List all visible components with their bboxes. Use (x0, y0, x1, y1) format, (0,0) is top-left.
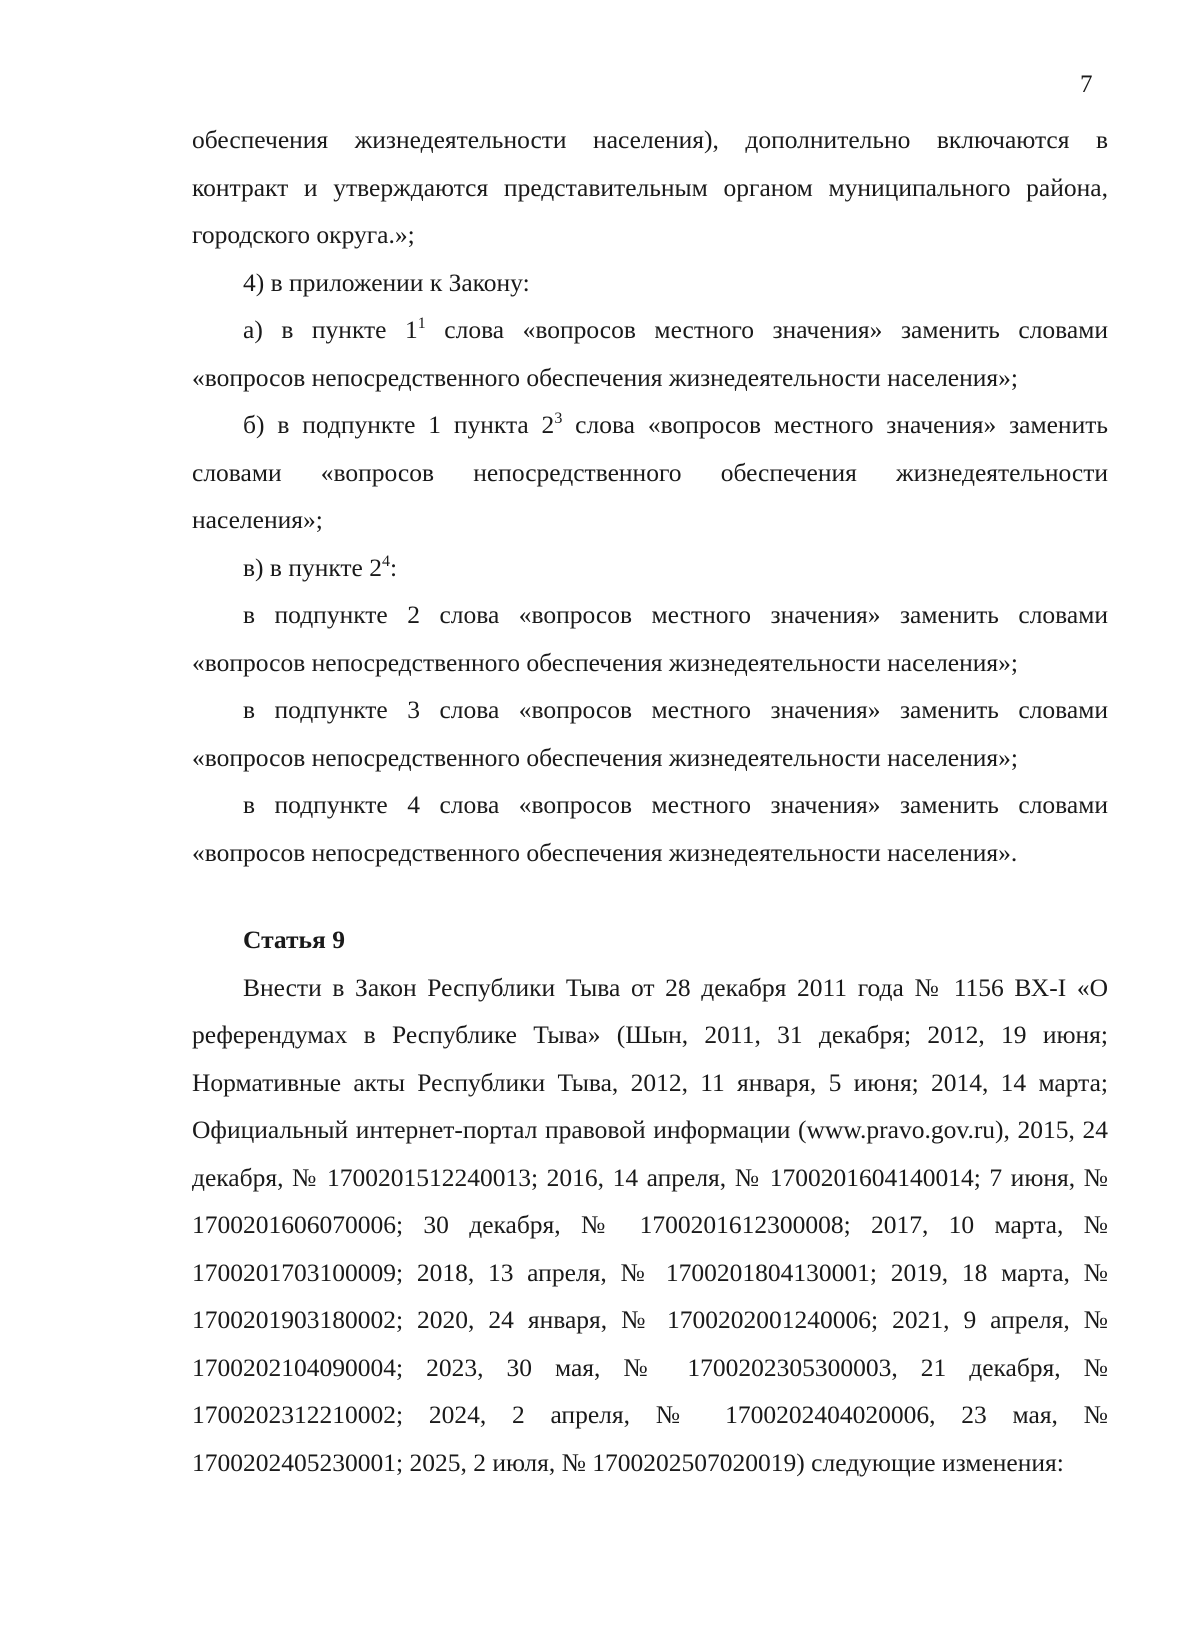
paragraph-item-v-rest: : (390, 552, 398, 582)
paragraph-article-9: Внести в Закон Республики Тыва от 28 декабря 2011 года № 1156 ВХ-I «О референдумах в Республике Тыва» (Шын, 2011, 31 декабря; 2012, 19 июня; Нормативные акты Республики Тыва, 2012, 11 января, 5 июня; 2014, 14 марта; Официальный интернет-портал правовой информации (www.pravo.gov.ru), 2015, 24 декабря, № 1700201512240013; 2016, 14 апреля, № 1700201604140014; 7 июня, № 1700201606070006; 30 декабря, № 1700201612300008; 2017, 10 марта, № 1700201703100009; 2018, 13 апреля, № 1700201804130001; 2019, 18 марта, № 1700201903180002; 2020, 24 января, № 1700202001240006; 2021, 9 апреля, № 1700202104090004; 2023, 30 мая, № 1700202305300003, 21 декабря, № 1700202312210002; 2024, 2 апреля, № 1700202404020006, 23 мая, № 1700202405230001; 2025, 2 июля, № 1700202507020019) следующие изменения: (192, 972, 1108, 1477)
paragraph-item-b-rest: слова «вопросов местного значения» заменить словами «вопросов непосредственного обеспечения жизнедеятельности населения»; (192, 410, 1108, 534)
paragraph-item-b (192, 401, 1108, 544)
paragraph-item-v-lead: в) в пункте 2 (243, 552, 383, 582)
paragraph-item-v (192, 544, 1108, 592)
paragraph-continuation: обеспечения жизнедеятельности населения), дополнительно включаются в контракт и утверждаются представительным органом муниципального района, городского округа.»; (192, 125, 1108, 249)
paragraph-subitem-4: в подпункте 4 слова «вопросов местного значения» заменить словами «вопросов непосредственного обеспечения жизнедеятельности населения». (192, 790, 1108, 867)
superscript: 4 (382, 552, 391, 570)
paragraph-item-a (192, 306, 1108, 401)
article-heading: Статья 9 (243, 925, 345, 954)
document-body (192, 116, 1108, 1486)
paragraph-subitem-2: в подпункте 2 слова «вопросов местного значения» заменить словами «вопросов непосредственного обеспечения жизнедеятельности населения»; (192, 600, 1108, 677)
page-number: 7 (1080, 71, 1093, 98)
superscript: 3 (554, 410, 563, 427)
paragraph-item-a-rest: слова «вопросов местного значения» заменить словами «вопросов непосредственного обеспечения жизнедеятельности населения»; (192, 315, 1108, 392)
paragraph-item-b-lead: б) в подпункте 1 пункта 2 (243, 410, 555, 439)
superscript: 1 (417, 315, 426, 332)
paragraph-subitem-3: в подпункте 3 слова «вопросов местного значения» заменить словами «вопросов непосредственного обеспечения жизнедеятельности населения»; (192, 695, 1108, 772)
paragraph-item-4: 4) в приложении к Закону: (243, 267, 530, 297)
paragraph-item-a-lead: а) в пункте 1 (243, 315, 418, 344)
